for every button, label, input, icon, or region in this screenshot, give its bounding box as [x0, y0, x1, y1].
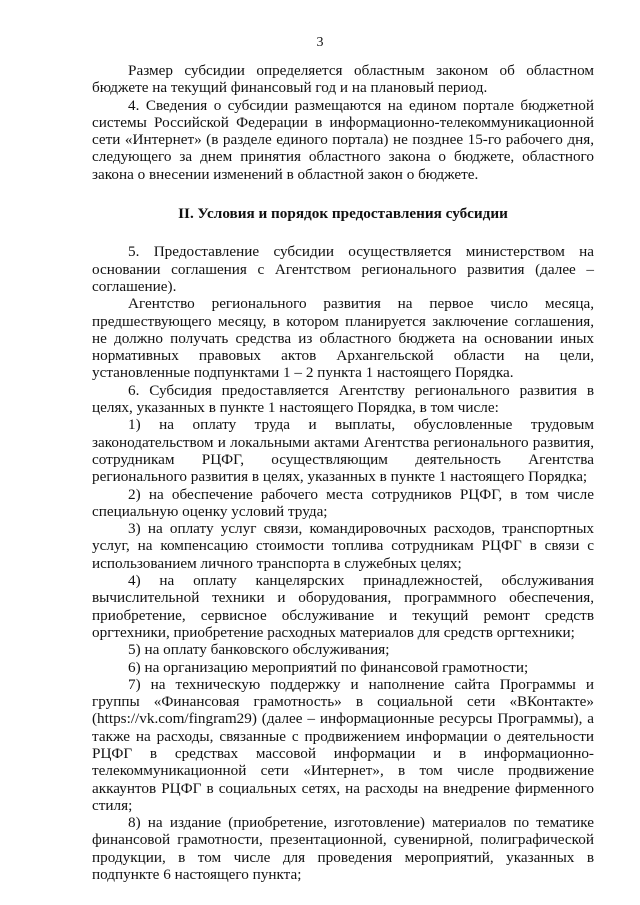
document-body	[92, 62, 594, 883]
paragraph: Размер субсидии определяется областным законом об областном бюджете на текущий финансовый год и на плановый период.	[92, 62, 594, 97]
page-number: 3	[316, 35, 324, 50]
list-item: 3) на оплату услуг связи, командировочных расходов, транспортных услуг, на компенсацию стоимости топлива сотрудникам РЦФГ в связи с использованием личного транспорта в служебных целях;	[92, 520, 594, 572]
list-item: 1) на оплату труда и выплаты, обусловленные трудовым законодательством и локальными актами Агентства регионального развития, сотрудникам РЦФГ, осуществляющим деятельность Агентства регионального развития в целях, указанных в пункте 1 настоящего Порядка;	[92, 416, 594, 486]
list-item: 7) на техническую поддержку и наполнение сайта Программы и группы «Финансовая грамотность» в социальной сети «ВКонтакте» (https://vk.com/fingram29) (далее – информационные ресурсы Программы), а также на расходы, связанные с продвижением информации о деятельности РЦФГ в средствах массовой информации и в информационно-телекоммуникационной сети «Интернет», в том числе продвижение аккаунтов РЦФГ в социальных сетях, на расходы на внедрение фирменного стиля;	[92, 675, 594, 814]
paragraph: 6. Субсидия предоставляется Агентству регионального развития в целях, указанных в пункте 1 настоящего Порядка, в том числе:	[92, 381, 594, 417]
list-item: 4) на оплату канцелярских принадлежностей, обслуживания вычислительной техники и оборудования, программного обеспечения, приобретение, сервисное обслуживание и текущий ремонт средств оргтехники, приобретение расходных материалов для средств оргтехники;	[92, 572, 594, 641]
paragraph: Агентство регионального развития на первое число месяца, предшествующего месяцу, в котором планируется заключение соглашения, не должно получать средства из областного бюджета на основании иных нормативных правовых актов Архангельской области на цели, установленные подпунктами 1 – 2 пункта 1 настоящего Порядка.	[92, 295, 594, 382]
list-item: 5) на оплату банковского обслуживания;	[128, 641, 390, 659]
paragraph: 4. Сведения о субсидии размещаются на едином портале бюджетной системы Российской Федерации в информационно-телекоммуникационной сети «Интернет» (в разделе единого портала) не позднее 15-го рабочего дня, следующего за днем принятия областного закона о бюджете, областного закона о внесении изменений в областной закон о бюджете.	[92, 96, 594, 183]
paragraph: 5. Предоставление субсидии осуществляется министерством на основании соглашения с Агентством регионального развития (далее – соглашение).	[92, 243, 594, 295]
list-item: 6) на организацию мероприятий по финансовой грамотности;	[128, 658, 529, 676]
list-item: 2) на обеспечение рабочего места сотрудников РЦФГ, в том числе специальную оценку условий труда;	[92, 485, 594, 520]
list-item: 8) на издание (приобретение, изготовление) материалов по тематике финансовой грамотности, презентационной, сувенирной, полиграфической продукции, в том числе для проведения мероприятий, указанных в подпункте 6 настоящего пункта;	[92, 814, 594, 884]
section-heading: II. Условия и порядок предоставления субсидии	[178, 205, 508, 223]
